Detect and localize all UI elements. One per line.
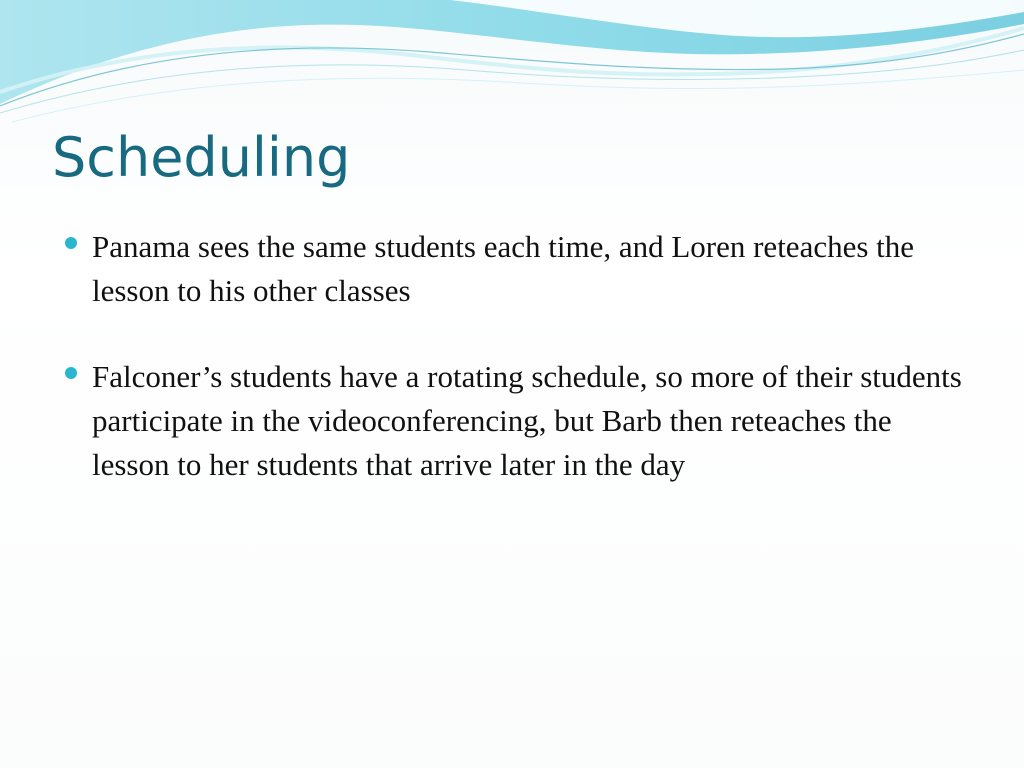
bullet-text: Panama sees the same students each time, and Loren reteaches the lesson to his other classes [92, 229, 915, 308]
bullet-dot-icon [65, 237, 77, 249]
wave-line-3 [12, 70, 1024, 122]
bullet-dot-icon [65, 367, 77, 379]
bullet-item-panama [64, 225, 964, 313]
bullet-item-falconer [64, 355, 964, 487]
slide-title: Scheduling [52, 126, 351, 189]
bullet-text: Falconer’s students have a rotating schedule, so more of their students participate in the videoconferencing, but Barb then reteaches the lesson to her students that arrive later in the day [92, 359, 962, 482]
decorative-wave-header [0, 0, 1024, 130]
bullet-list [64, 225, 964, 487]
